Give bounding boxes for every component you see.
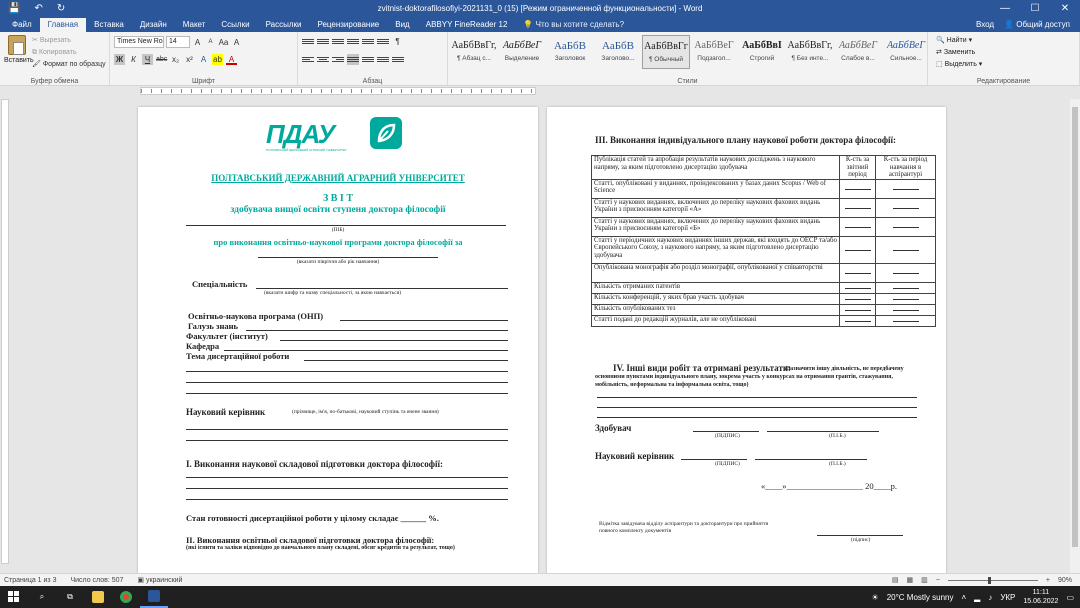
style-item[interactable] <box>738 35 786 69</box>
style-name: Выделение <box>504 55 540 62</box>
style-name: ¶ Абзац с... <box>456 55 491 62</box>
italic-button[interactable]: К <box>131 55 136 64</box>
decrease-indent-icon[interactable] <box>347 36 359 47</box>
style-item[interactable] <box>834 35 882 69</box>
paste-icon <box>8 35 26 55</box>
style-sample: АаБбВвГг, <box>787 40 833 51</box>
leaf-icon <box>370 117 402 149</box>
start-icon[interactable] <box>0 586 28 608</box>
table-cell: Кількість отриманих патентів <box>592 282 840 293</box>
style-name: ¶ Без инте... <box>791 55 829 62</box>
weather-icon[interactable]: ☀ <box>871 592 879 602</box>
table-header-cell: К-сть за звітний період <box>840 156 876 180</box>
network-icon[interactable]: ▂ <box>974 592 981 602</box>
tab-insert[interactable]: Вставка <box>94 20 124 29</box>
style-sample: АаБбВвГг, <box>451 40 497 51</box>
tab-design[interactable]: Дизайн <box>139 20 167 29</box>
table-row <box>592 217 936 236</box>
table-cell-blank[interactable] <box>876 293 936 304</box>
title-bar <box>0 0 1080 17</box>
maximize-button[interactable]: ☐ <box>1030 3 1040 14</box>
report-title: З В І Т <box>322 193 353 204</box>
specialty-hint: (вказати шифр та назву спеціальності, за якою навчається) <box>264 290 402 296</box>
style-sample: АаБбВ <box>554 40 586 52</box>
horizontal-ruler[interactable] <box>0 86 1080 96</box>
report-subtitle: здобувача вищої освіти ступеня доктора філософії <box>230 205 446 215</box>
search-icon[interactable]: ⌕ <box>39 592 45 601</box>
paragraph-group-label: Абзац <box>362 78 383 85</box>
student-label: Здобувач <box>595 423 632 433</box>
document-page-2[interactable] <box>547 107 946 573</box>
sort-icon[interactable] <box>377 36 389 47</box>
word-count[interactable]: Число слов: 507 <box>70 576 124 584</box>
dept-label: Кафедра <box>186 341 220 351</box>
table-header-cell: К-сть за період навчання в аспірантурі <box>876 156 936 180</box>
topic-label: Тема дисертаційної роботи <box>186 351 290 361</box>
ribbon-tabs <box>0 17 1080 32</box>
bold-button[interactable]: Ж <box>115 55 124 64</box>
advisor-sign-label: Науковий керівник <box>595 451 675 461</box>
section2-hint: (які іспити та заліки відповідно до навчального плану складені, обсяг кредитів та результат, тощо) <box>186 545 455 551</box>
table-cell: Статті у наукових виданнях, включених до переліку наукових фахових видань України з присвоєнням категорії «А» <box>592 198 840 217</box>
style-name: Слабое в... <box>841 55 875 62</box>
task-view-icon[interactable]: ⧉ <box>67 592 73 601</box>
format-painter-button[interactable]: 🖌 Формат по образцу <box>32 61 106 68</box>
style-sample: АаБбВеГ <box>838 40 878 51</box>
paste-button[interactable] <box>4 35 34 64</box>
keyboard-language[interactable]: УКР <box>1000 592 1016 602</box>
show-marks-button[interactable]: ¶ <box>395 37 400 46</box>
subscript-button[interactable]: x₂ <box>171 55 180 64</box>
find-button[interactable]: 🔍 Найти ▾ <box>936 37 973 44</box>
table-row <box>592 304 936 315</box>
cut-button[interactable]: ✂ Вырезать <box>32 37 71 44</box>
notifications-icon[interactable]: ▭ <box>1066 592 1074 602</box>
chrome-icon[interactable] <box>112 586 140 608</box>
style-name: Заголовок <box>554 55 586 62</box>
select-label: Выделить <box>944 61 977 68</box>
tab-abbyy[interactable]: ABBYY FineReader 12 <box>425 20 508 29</box>
font-group-label: Шрифт <box>191 78 216 85</box>
tab-layout[interactable]: Макет <box>182 20 206 29</box>
editing-group-label: Редактирование <box>976 78 1031 85</box>
style-sample: АаБбВ <box>602 40 634 52</box>
signin-link[interactable]: Вход <box>975 20 995 29</box>
advisor-label: Науковий керівник <box>186 407 266 417</box>
table-cell: Статті у періодичних наукових виданнях інших держав, які входять до ОЕСР та/або Європейського Союзу, з наукового напряму, за яким підготовлено дисертацію здобувача <box>592 236 840 263</box>
document-page-1[interactable] <box>138 107 538 573</box>
read-mode-icon[interactable]: ▤ <box>891 577 899 584</box>
zoom-slider-handle[interactable] <box>988 577 991 584</box>
date-line: «____»__________________ 20____р. <box>761 481 897 491</box>
logo-subtext: ПОЛТАВСЬКИЙ ДЕРЖАВНИЙ АГРАРНИЙ УНІВЕРСИТЕТ <box>266 148 347 152</box>
section4-hint: (Зазначити іншу діяльність, не передбачену основними пунктами індивідуального плану, зокрема участь у конкурсах на отримання грантів, стажування, мобільність, неформальна та інформальна освіта, тощо) <box>595 366 904 388</box>
table-row <box>592 198 936 217</box>
section4-title: IV. Інші види робіт та отримані результати: <box>613 363 792 373</box>
share-label: Общий доступ <box>1016 20 1070 29</box>
advisor-sign-hint: (ПІДПИС) <box>715 461 740 467</box>
onp-label: Освітньо-наукова програма (ОНП) <box>188 311 324 321</box>
shading-icon[interactable] <box>377 54 389 65</box>
style-item[interactable] <box>642 35 690 69</box>
readiness-line: Стан готовності дисертаційної роботи у цілому складає ______ %. <box>186 513 439 523</box>
redo-icon[interactable]: ↻ <box>56 3 66 14</box>
tab-home[interactable]: Главная <box>40 18 86 32</box>
tell-me-search[interactable]: 💡 Что вы хотите сделать? <box>523 20 625 29</box>
period-hint: (вказати півріччя або рік навчання) <box>296 259 380 265</box>
weather-text[interactable]: 20°C Mostly sunny <box>886 592 954 602</box>
program-line: про виконання освітньо-наукової програми доктора філософії за <box>213 237 463 247</box>
style-item[interactable] <box>594 35 642 69</box>
publications-table <box>591 155 936 327</box>
font-name-select[interactable]: Times New Ro <box>114 36 164 48</box>
tab-view[interactable]: Вид <box>395 20 410 29</box>
style-name: Сильное... <box>890 55 922 62</box>
specialty-label: Спеціальність <box>192 279 248 289</box>
university-logo <box>266 117 406 155</box>
section3-title: ІІІ. Виконання індивідуального плану наукової роботи доктора філософії: <box>595 135 897 145</box>
change-case-button[interactable]: Aa <box>218 37 229 47</box>
grow-font-button[interactable]: A <box>194 37 201 47</box>
style-sample: АаБбВеГ <box>502 40 542 51</box>
table-cell-blank[interactable] <box>840 293 876 304</box>
table-cell: Статті подані до редакцій журналів, але не опубліковані <box>592 315 840 326</box>
style-item[interactable] <box>786 35 834 69</box>
quick-access-toolbar <box>0 3 65 14</box>
table-cell-blank[interactable] <box>876 179 936 198</box>
clock-time: 11:11 <box>1032 589 1050 596</box>
undo-icon[interactable]: ↶ <box>34 3 43 14</box>
style-sample: АаБбВвГг <box>644 41 688 52</box>
section2-title: ІІ. Виконання освітньої складової підготовки доктора філософії: <box>186 535 435 545</box>
minimize-button[interactable]: — <box>1000 3 1010 14</box>
styles-group-label: Стили <box>677 78 698 85</box>
university-name: ПОЛТАВСЬКИЙ ДЕРЖАВНИЙ АГРАРНИЙ УНІВЕРСИТЕТ <box>211 173 465 183</box>
status-bar <box>0 573 1080 586</box>
font-group <box>110 32 298 86</box>
style-item[interactable] <box>882 35 930 69</box>
line-spacing-icon[interactable] <box>362 54 374 65</box>
tab-review[interactable]: Рецензирование <box>317 20 380 29</box>
style-sample: АаБбВвІ <box>742 40 782 51</box>
acceptance-sign-hint: (підпис) <box>851 537 871 543</box>
section1-title: І. Виконання наукової складової підготовки доктора філософії: <box>186 459 443 469</box>
copy-label: Копировать <box>38 49 77 56</box>
style-name: Строгий <box>749 55 775 62</box>
paste-label: Вставить <box>4 57 34 64</box>
zoom-slider[interactable] <box>948 580 1038 581</box>
file-explorer-icon[interactable] <box>84 586 112 608</box>
bullets-icon[interactable] <box>302 36 314 47</box>
zoom-level[interactable]: 90% <box>1057 576 1072 584</box>
pib-hint: (ПІБ) <box>331 227 345 233</box>
windows-taskbar <box>0 586 1080 608</box>
zoom-out-button[interactable]: − <box>935 576 940 584</box>
format-painter-label: Формат по образцу <box>42 61 106 68</box>
table-header-row <box>592 156 936 180</box>
table-cell-blank[interactable] <box>840 217 876 236</box>
faculty-label: Факультет (інститут) <box>186 331 268 341</box>
borders-icon[interactable] <box>392 54 404 65</box>
window-title: zvitnist-doktorafilosofiyi-2021131_0 (15) [Режим ограниченной функциональности] - Word <box>377 4 703 13</box>
vertical-ruler[interactable] <box>1 99 9 564</box>
table-cell: Статті, опубліковані у виданнях, проіндексованих у базах даних Scopus / Web of Science <box>592 179 840 198</box>
scrollbar-thumb[interactable] <box>1072 107 1078 547</box>
table-cell: Кількість опублікованих тез <box>592 304 840 315</box>
print-layout-icon[interactable]: ▦ <box>906 577 914 584</box>
share-button[interactable]: 👤 Общий доступ <box>1004 20 1070 29</box>
table-row <box>592 293 936 304</box>
find-label: Найти <box>946 37 967 44</box>
advisor-hint: (прізвище, ім'я, по-батькові, науковий ступінь та вчене звання) <box>292 409 439 415</box>
align-right-icon[interactable] <box>332 54 344 65</box>
table-row <box>592 315 936 326</box>
styles-gallery <box>450 35 930 69</box>
tab-file[interactable]: Файл <box>12 20 32 29</box>
clipboard-group-label: Буфер обмена <box>30 78 79 85</box>
replace-label: Заменить <box>943 49 976 56</box>
cut-label: Вырезать <box>39 37 71 44</box>
replace-button[interactable]: ⇄ Заменить <box>936 49 976 56</box>
strikethrough-button[interactable]: abc <box>156 56 168 63</box>
style-item[interactable] <box>546 35 594 69</box>
copy-button[interactable]: ⧉ Копировать <box>32 49 77 56</box>
student-pib-hint: (П.І.Б.) <box>829 433 846 439</box>
table-row <box>592 236 936 263</box>
styles-group <box>448 32 928 86</box>
clock-date: 15.06.2022 <box>1023 598 1059 605</box>
table-cell-blank[interactable] <box>840 236 876 263</box>
tab-mailings[interactable]: Рассылки <box>265 20 302 29</box>
table-cell: Статті у наукових виданнях, включених до переліку наукових фахових видань України з присвоєнням категорії «Б» <box>592 217 840 236</box>
logo-text: ПДАУ <box>266 119 335 149</box>
shrink-font-button[interactable]: A <box>208 38 213 45</box>
table-cell-blank[interactable] <box>876 315 936 326</box>
ribbon <box>0 32 1080 86</box>
style-name: Подзагол... <box>697 55 731 62</box>
document-area[interactable] <box>10 99 1070 573</box>
table-cell-blank[interactable] <box>840 304 876 315</box>
zoom-in-button[interactable]: + <box>1045 576 1050 584</box>
table-cell-blank[interactable] <box>840 263 876 282</box>
web-layout-icon[interactable]: ▥ <box>921 577 928 584</box>
style-item[interactable] <box>450 35 498 69</box>
table-header-cell: Публікація статей та апробація результатів наукових досліджень з наукового напряму, за яким підготовлено дисертацію здобувача <box>592 156 840 180</box>
style-item[interactable] <box>498 35 546 69</box>
vertical-scrollbar[interactable] <box>1070 99 1080 573</box>
table-cell: Кількість конференцій, у яких брав участь здобувач <box>592 293 840 304</box>
table-cell-blank[interactable] <box>840 282 876 293</box>
highlight-button[interactable]: ab <box>213 55 222 64</box>
field-label: Галузь знань <box>188 321 238 331</box>
multilevel-list-icon[interactable] <box>332 36 344 47</box>
language-label: украинский <box>145 577 183 584</box>
clear-format-button[interactable]: A <box>233 37 240 47</box>
word-taskbar-icon[interactable] <box>140 586 168 608</box>
paragraph-group <box>298 32 448 86</box>
table-cell-blank[interactable] <box>840 179 876 198</box>
increase-indent-icon[interactable] <box>362 36 374 47</box>
text-effects-button[interactable]: A <box>200 55 207 64</box>
numbering-icon[interactable] <box>317 36 329 47</box>
table-cell-blank[interactable] <box>876 217 936 236</box>
tell-me-text: Что вы хотите сделать? <box>535 20 625 29</box>
style-sample: АаБбВеГ <box>886 40 926 51</box>
font-color-button[interactable]: A <box>226 54 237 65</box>
volume-icon[interactable]: ♪ <box>988 592 993 602</box>
close-button[interactable]: ✕ <box>1060 3 1070 14</box>
editing-group <box>928 32 1080 86</box>
advisor-pib-hint: (П.І.Б.) <box>829 461 846 467</box>
table-cell: Опублікована монографія або розділ монографії, опублікованої у співавторстві <box>592 263 840 282</box>
table-cell-blank[interactable] <box>876 236 936 263</box>
table-cell-blank[interactable] <box>840 198 876 217</box>
table-row <box>592 282 936 293</box>
page-count[interactable]: Страница 1 из 3 <box>4 576 57 584</box>
superscript-button[interactable]: x² <box>186 55 193 64</box>
clipboard-group <box>0 32 110 86</box>
select-button[interactable]: ⬚ Выделить ▾ <box>936 61 983 68</box>
justify-icon[interactable] <box>347 54 359 65</box>
tab-references[interactable]: Ссылки <box>221 20 250 29</box>
table-row <box>592 263 936 282</box>
table-cell-blank[interactable] <box>876 263 936 282</box>
tray-chevron-icon[interactable]: ˄ <box>961 592 967 602</box>
table-cell-blank[interactable] <box>876 198 936 217</box>
style-item[interactable] <box>690 35 738 69</box>
save-icon[interactable]: 💾 <box>8 3 21 14</box>
style-name: ¶ Обычный <box>648 56 684 63</box>
font-size-select[interactable]: 14 <box>166 36 190 48</box>
underline-button[interactable]: Ч <box>142 54 153 65</box>
style-sample: АаБбВеГ <box>694 40 734 51</box>
align-center-icon[interactable] <box>317 54 329 65</box>
table-cell-blank[interactable] <box>840 315 876 326</box>
clock[interactable] <box>1023 588 1058 606</box>
student-sign-hint: (ПІДПИС) <box>715 433 740 439</box>
align-left-icon[interactable] <box>302 54 314 65</box>
style-name: Заголово... <box>601 55 635 62</box>
table-row <box>592 179 936 198</box>
acceptance-note: Відмітка завідувача відділу аспірантури та докторантури про прийняття повного комплекту документів <box>599 521 769 534</box>
language-indicator[interactable]: ▣ украинский <box>137 577 183 584</box>
table-cell-blank[interactable] <box>876 304 936 315</box>
table-cell-blank[interactable] <box>876 282 936 293</box>
